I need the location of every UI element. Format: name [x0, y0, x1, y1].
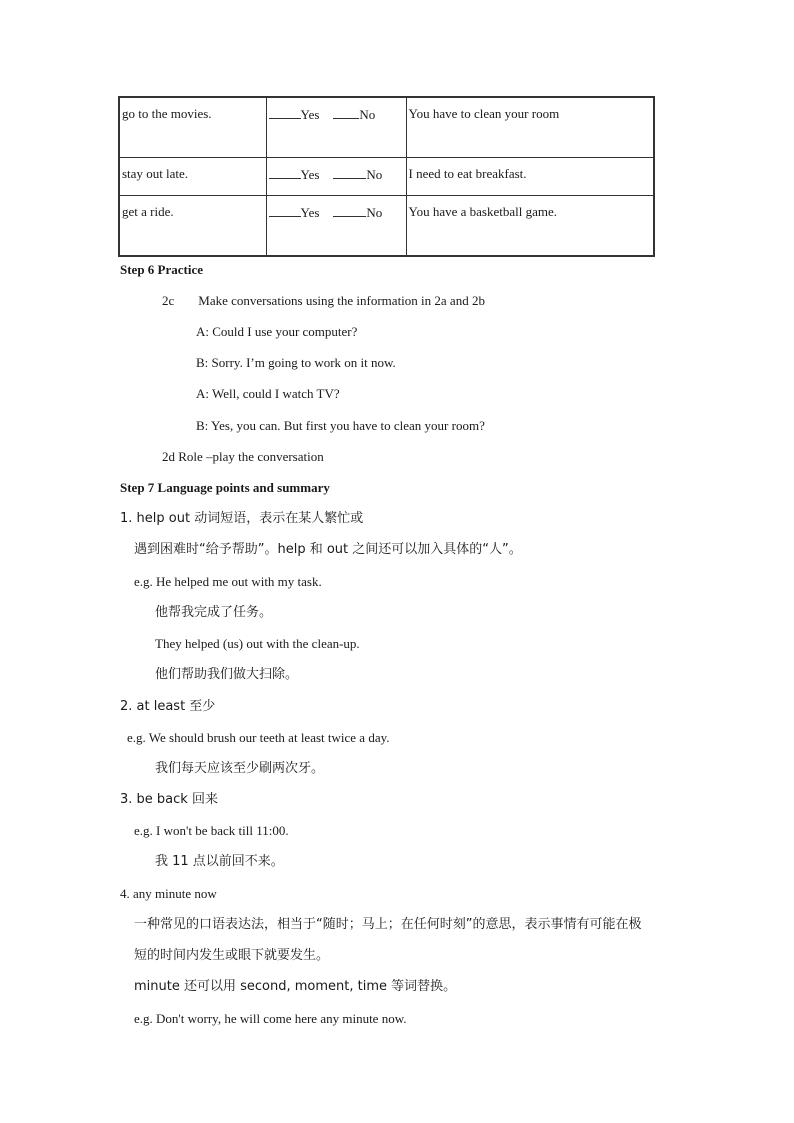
- table-row: [119, 158, 654, 196]
- dialogue-line: B: Yes, you can. But first you have to clean your room?: [196, 418, 485, 433]
- no-label: No: [359, 107, 376, 122]
- point3-title: 3. be back 回来: [120, 792, 218, 807]
- point3-example-cn: 我 11 点以前回不来。: [155, 854, 284, 869]
- point3-example: e.g. I won't be back till 11:00.: [134, 823, 289, 838]
- point2-example: e.g. We should brush our teeth at least twice a day.: [127, 730, 390, 745]
- exercise-instruction: Make conversations using the information in 2a and 2b: [198, 293, 485, 308]
- step7-heading: Step 7 Language points and summary: [120, 480, 330, 495]
- dialogue-line: A: Well, could I watch TV?: [196, 386, 340, 401]
- point4-title: 4. any minute now: [120, 886, 217, 901]
- reason-cell: I need to eat breakfast.: [406, 158, 654, 196]
- reason-cell: You have to clean your room: [406, 97, 654, 158]
- no-label: No: [366, 205, 383, 220]
- activity-cell: get a ride.: [119, 196, 266, 257]
- step6-heading: Step 6 Practice: [120, 262, 204, 277]
- point4-example: e.g. Don't worry, he will come here any minute now.: [134, 1011, 407, 1026]
- exercise-2c: [162, 293, 485, 309]
- yes-no-cell: [266, 196, 406, 257]
- no-blank[interactable]: [333, 204, 366, 217]
- point1-example-cn: 他帮我完成了任务。: [155, 605, 273, 620]
- yes-label: Yes: [300, 107, 320, 122]
- point1-title: 1. help out 动词短语，表示在某人繁忙或: [120, 511, 364, 526]
- point2-example-cn: 我们每天应该至少刷两次牙。: [155, 761, 325, 776]
- yes-label: Yes: [300, 205, 320, 220]
- activity-table: [118, 96, 655, 257]
- activity-cell: stay out late.: [119, 158, 266, 196]
- no-blank[interactable]: [333, 106, 359, 119]
- reason-cell: You have a basketball game.: [406, 196, 654, 257]
- point1-example2: They helped (us) out with the clean-up.: [155, 636, 360, 651]
- no-blank[interactable]: [333, 166, 366, 179]
- point1-example2-cn: 他们帮助我们做大扫除。: [155, 667, 299, 682]
- table-row: [119, 97, 654, 158]
- point1-desc: 遇到困难时“给予帮助”。help 和 out 之间还可以加入具体的“人”。: [134, 542, 522, 557]
- roleplay-instruction: 2d Role –play the conversation: [162, 449, 324, 464]
- dialogue-line: B: Sorry. I’m going to work on it now.: [196, 355, 396, 370]
- yes-blank[interactable]: [269, 204, 301, 217]
- table-row: [119, 196, 654, 257]
- yes-blank[interactable]: [269, 106, 301, 119]
- exercise-number: 2c: [162, 293, 175, 308]
- activity-cell: go to the movies.: [119, 97, 266, 158]
- point1-example: e.g. He helped me out with my task.: [134, 574, 322, 589]
- point4-desc: 一种常见的口语表达法，相当于“随时；马上；在任何时刻”的意思，表示事情有可能在极: [134, 917, 642, 932]
- yes-no-cell: [266, 158, 406, 196]
- dialogue-line: A: Could I use your computer?: [196, 324, 358, 339]
- point2-title: 2. at least 至少: [120, 699, 216, 714]
- point4-note: minute 还可以用 second, moment, time 等词替换。: [134, 979, 457, 994]
- yes-no-cell: [266, 97, 406, 158]
- yes-label: Yes: [300, 167, 320, 182]
- yes-blank[interactable]: [269, 166, 301, 179]
- no-label: No: [366, 167, 383, 182]
- point4-desc-cont: 短的时间内发生或眼下就要发生。: [134, 948, 330, 963]
